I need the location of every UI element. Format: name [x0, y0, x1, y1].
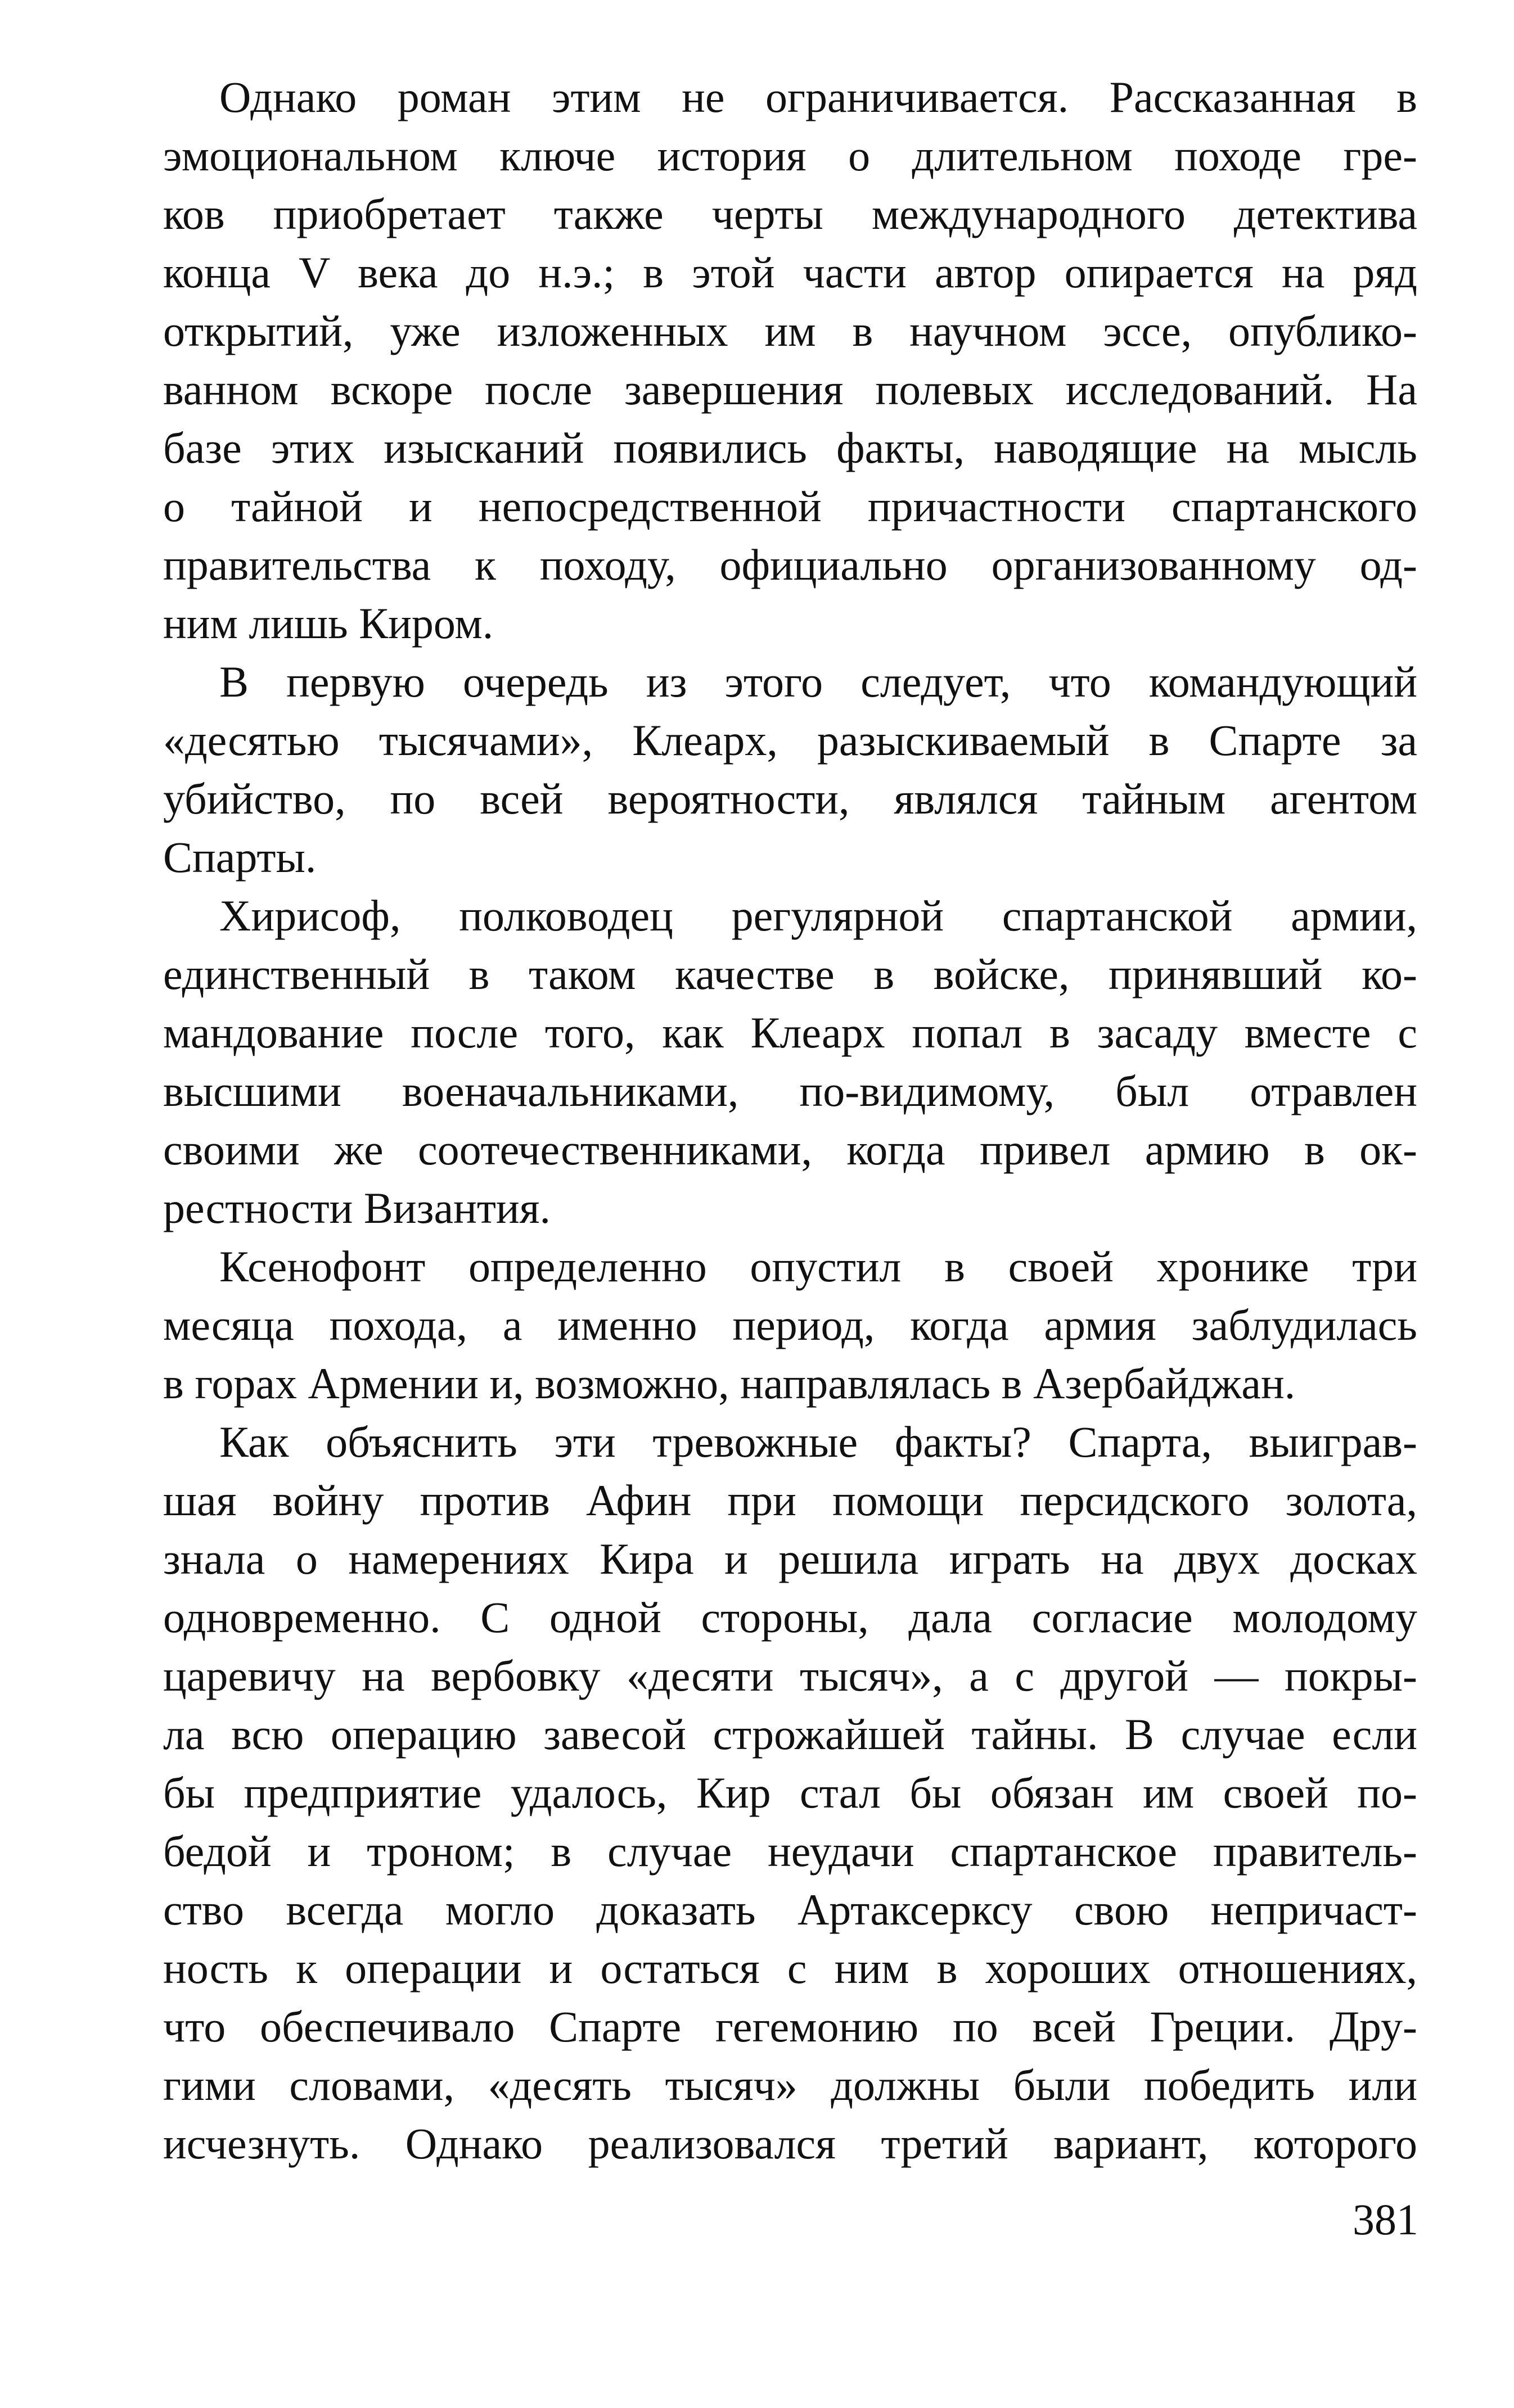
text-line: гими словами, «десять тысяч» должны были победить или: [163, 2061, 1417, 2109]
text-line: знала о намерениях Кира и решила играть на двух досках: [163, 1534, 1417, 1583]
text-line: высшими военачальниками, по-видимому, был отравлен: [163, 1067, 1417, 1115]
text-line: месяца похода, а именно период, когда армия заблудилась: [163, 1300, 1417, 1349]
text-line: Однако роман этим не ограничивается. Рассказанная в: [219, 73, 1417, 121]
text-line: мандование после того, как Клеарх попал в засаду вместе с: [163, 1008, 1417, 1057]
text-line: правительства к походу, официально организованному од-: [163, 540, 1417, 589]
text-line: ним лишь Киром.: [163, 599, 494, 648]
text-line: Ксенофонт определенно опустил в своей хронике три: [219, 1242, 1417, 1291]
text-line: «десятью тысячами», Клеарх, разыскиваемый в Спарте за: [163, 716, 1417, 765]
text-line: что обеспечивало Спарте гегемонию по всей Греции. Дру-: [163, 2002, 1417, 2051]
text-line: ков приобретает также черты международного детектива: [163, 189, 1417, 238]
text-line: Хирисоф, полководец регулярной спартанской армии,: [219, 891, 1417, 940]
text-line: рестности Византия.: [163, 1183, 551, 1232]
text-line: Как объяснить эти тревожные факты? Спарта, выиграв-: [219, 1417, 1417, 1466]
text-line: о тайной и непосредственной причастности спартанского: [163, 482, 1417, 531]
text-line: убийство, по всей вероятности, являлся тайным агентом: [163, 774, 1417, 823]
text-line: ла всю операцию завесой строжайшей тайны. В случае если: [163, 1710, 1417, 1759]
text-line: одновременно. С одной стороны, дала согласие молодому: [163, 1593, 1417, 1642]
text-line: ность к операции и остаться с ним в хороших отношениях,: [163, 1944, 1417, 1993]
text-line: Спарты.: [163, 833, 317, 882]
text-line: в горах Армении и, возможно, направлялась в Азербайджан.: [163, 1359, 1296, 1408]
text-line: эмоциональном ключе история о длительном походе гре-: [163, 131, 1417, 180]
text-line: конца V века до н.э.; в этой части автор опирается на ряд: [163, 248, 1417, 297]
text-line: бедой и троном; в случае неудачи спартанское правитель-: [163, 1827, 1417, 1876]
text-line: ство всегда могло доказать Артаксерксу свою непричаст-: [163, 1885, 1417, 1934]
text-line: шая войну против Афин при помощи персидского золота,: [163, 1476, 1417, 1525]
text-line: царевичу на вербовку «десяти тысяч», а с другой — покры-: [163, 1651, 1417, 1700]
text-line: ванном вскоре после завершения полевых исследований. На: [163, 365, 1417, 414]
text-line: В первую очередь из этого следует, что командующий: [219, 657, 1417, 706]
text-line: бы предприятие удалось, Кир стал бы обязан им своей по-: [163, 1768, 1417, 1817]
text-line: базе этих изысканий появились факты, наводящие на мысль: [163, 423, 1417, 472]
text-line: открытий, уже изложенных им в научном эссе, опублико-: [163, 306, 1417, 355]
text-line: своими же соотечественниками, когда привел армию в ок-: [163, 1125, 1417, 1174]
page-number: 381: [1353, 2195, 1418, 2244]
text-line: единственный в таком качестве в войске, принявший ко-: [163, 950, 1417, 999]
text-line: исчезнуть. Однако реализовался третий вариант, которого: [163, 2119, 1417, 2168]
